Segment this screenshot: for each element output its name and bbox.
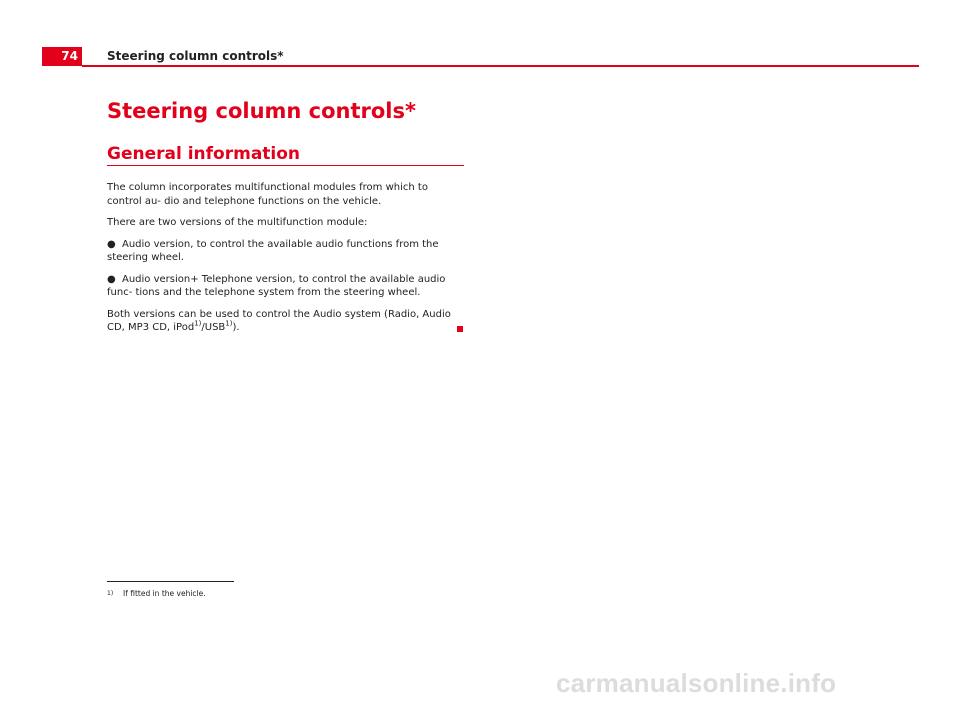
footnote	[107, 589, 206, 599]
list-item	[107, 273, 465, 300]
section-title: Steering column controls*	[107, 99, 416, 123]
paragraph: The column incorporates multifunctional modules from which to control au- dio and telephone functions on the vehicle.	[107, 182, 428, 207]
section-end-icon	[457, 326, 463, 332]
list-item	[107, 238, 465, 265]
paragraph-text: /USB	[201, 322, 226, 333]
subsection-rule	[107, 165, 464, 166]
list-item-text: Audio version, to control the available audio functions from the steering wheel.	[107, 238, 439, 263]
footnote-ref[interactable]: 1)	[194, 319, 202, 328]
subsection-title: General information	[107, 144, 301, 164]
header-rule	[82, 65, 919, 67]
paragraph: There are two versions of the multifunction module:	[107, 217, 368, 228]
bullet-icon: ●	[107, 238, 116, 250]
footnote-rule	[107, 581, 234, 582]
page-number: 74	[42, 47, 82, 66]
list-item-text: Audio version+ Telephone version, to control the available audio func- tions and the telephone system from the steering wheel.	[107, 273, 446, 298]
watermark: carmanualsonline.info	[556, 668, 837, 698]
footnote-marker: 1)	[107, 590, 114, 597]
footnote-text: If fitted in the vehicle.	[123, 589, 206, 598]
footnote-ref[interactable]: 1)	[225, 319, 233, 328]
running-title: Steering column controls*	[107, 49, 284, 63]
body-text	[107, 181, 465, 343]
paragraph-text: Both versions can be used to control the Audio system (Radio, Audio CD, MP3 CD, iPod	[107, 308, 451, 333]
bullet-icon: ●	[107, 273, 116, 285]
paragraph	[107, 308, 465, 335]
paragraph-text: ).	[232, 322, 240, 333]
